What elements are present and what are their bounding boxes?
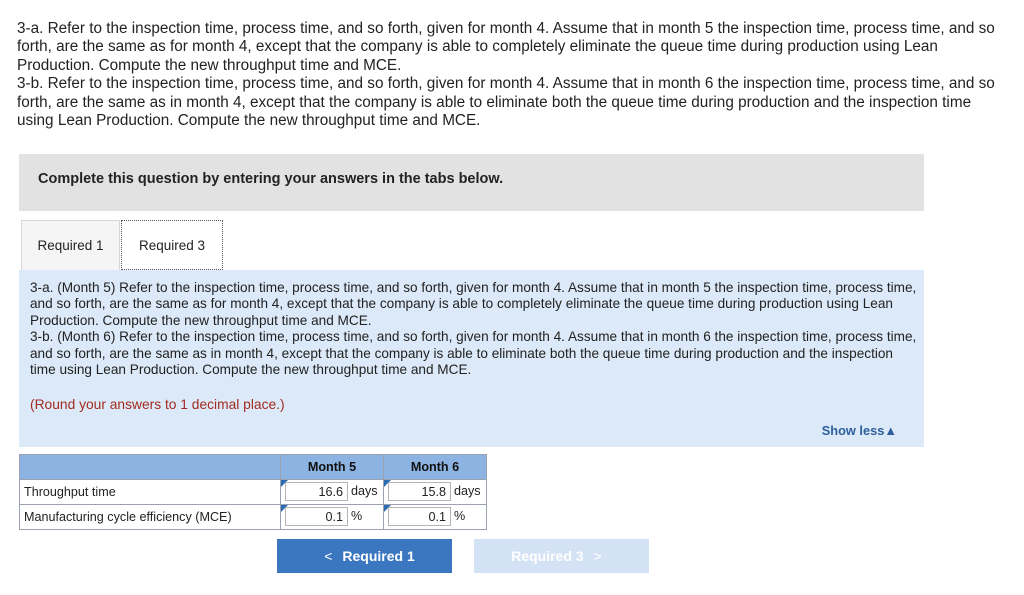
question-panel xyxy=(19,270,924,447)
throughput-month-6-cell xyxy=(384,480,487,505)
panel-part-3b: 3-b. (Month 6) Refer to the inspection time, process time, and so forth, given for month 4. Assume that in month 6 the inspection time, process time, and so forth, are the same as in month 4, except that the company is able to eliminate both the queue time during production and the inspection time using Lean Production. Compute the new throughput time and MCE. xyxy=(30,329,917,378)
row-label-mce: Manufacturing cycle efficiency (MCE) xyxy=(20,505,281,530)
throughput-month-5-input[interactable]: 16.6 xyxy=(285,482,348,501)
mce-month-5-unit: % xyxy=(351,509,363,523)
table-row xyxy=(20,480,487,505)
prev-required-1-button[interactable] xyxy=(277,539,452,573)
mce-month-6-cell xyxy=(384,505,487,530)
table-header-row xyxy=(20,455,487,480)
answer-table xyxy=(19,454,487,530)
mce-month-5-cell xyxy=(281,505,384,530)
chevron-right-icon: > xyxy=(593,548,602,564)
tab-required-3[interactable]: Required 3 xyxy=(121,220,223,270)
rounding-note: (Round your answers to 1 decimal place.) xyxy=(30,397,285,412)
show-less-link[interactable] xyxy=(822,423,897,438)
instruction-text: Complete this question by entering your answers in the tabs below. xyxy=(38,171,504,187)
header-month-5: Month 5 xyxy=(281,455,384,480)
table-row xyxy=(20,505,487,530)
mce-month-6-input[interactable]: 0.1 xyxy=(388,507,451,526)
triangle-up-icon: ▲ xyxy=(884,423,897,438)
next-required-3-button[interactable] xyxy=(474,539,649,573)
tab-required-1[interactable]: Required 1 xyxy=(21,220,120,270)
prev-button-label: Required 1 xyxy=(342,548,415,564)
panel-text xyxy=(30,280,920,378)
header-blank xyxy=(20,455,281,480)
instruction-banner xyxy=(19,154,924,211)
show-less-label: Show less xyxy=(821,423,885,438)
question-part-3b: 3-b. Refer to the inspection time, process time, and so forth, given for month 4. Assume that in month 6 the inspection time, process time, and so forth, are the same as in month 4, except that the company is able to eliminate both the queue time during production and the inspection time using Lean Production. Compute the new throughput time and MCE. xyxy=(17,75,995,130)
question-intro xyxy=(17,20,1002,130)
throughput-month-6-input[interactable]: 15.8 xyxy=(388,482,451,501)
question-part-3a: 3-a. Refer to the inspection time, process time, and so forth, given for month 4. Assume that in month 5 the inspection time, process time, and so forth, are the same as for month 4, except that the company is able to completely eliminate the queue time during production using Lean Production. Compute the new throughput time and MCE. xyxy=(17,20,995,74)
mce-month-6-unit: % xyxy=(454,509,466,523)
chevron-left-icon: < xyxy=(324,548,333,564)
throughput-month-6-unit: days xyxy=(454,484,481,498)
row-label-throughput: Throughput time xyxy=(20,480,281,505)
throughput-month-5-unit: days xyxy=(351,484,378,498)
header-month-6: Month 6 xyxy=(384,455,487,480)
throughput-month-5-cell xyxy=(281,480,384,505)
next-button-label: Required 3 xyxy=(511,548,584,564)
mce-month-5-input[interactable]: 0.1 xyxy=(285,507,348,526)
panel-part-3a: 3-a. (Month 5) Refer to the inspection time, process time, and so forth, given for month 4. Assume that in month 5 the inspection time, process time, and so forth, are the same as for month 4, except that the company is able to completely eliminate the queue time during production using Lean Production. Compute the new throughput time and MCE. xyxy=(30,280,917,328)
